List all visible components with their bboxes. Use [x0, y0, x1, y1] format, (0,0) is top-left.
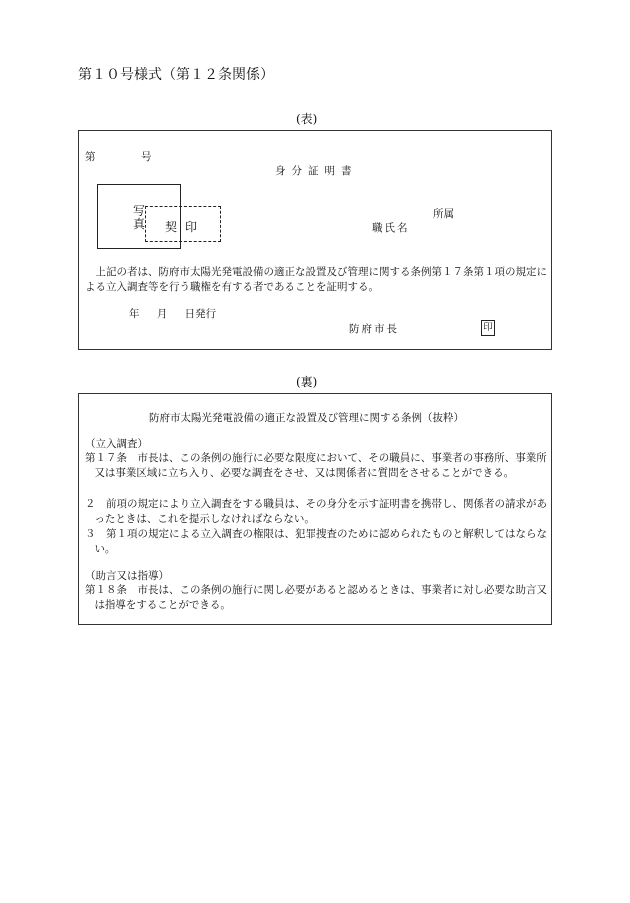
article-17-paragraph-3: ３ 第１項の規定による立入調査の権限は、犯罪捜査のために認められたものと解釈してはならない。 [85, 528, 547, 555]
tally-seal-label: 契印 [165, 220, 206, 234]
affiliation-label: 所属 [433, 208, 454, 220]
article-17-paragraph-2: ２ 前項の規定により立入調査をする職員は、その身分を示す証明書を携帯し、関係者の請求があったときは、これを提示しなければならない。 [85, 498, 547, 525]
id-card-front [78, 130, 552, 350]
section-heading: （助言又は指導） [85, 570, 169, 582]
article-18: 第１８条 市長は、この条例の施行に関し必要があると認めるときは、事業者に対し必要な助言又は指導をすることができる。 [85, 584, 547, 611]
issue-date: 年 月 日発行 [129, 308, 217, 320]
ordinance-title: 防府市太陽光発電設備の適正な設置及び管理に関する条例（抜粋） [149, 412, 464, 424]
form-title: 第１０号様式（第１２条関係） [78, 67, 274, 83]
photo-label: 写真 [132, 204, 145, 231]
article-17: 第１７条 市長は、この条例の施行に必要な限度において、その職員に、事業者の事務所、事業所又は事業区域に立ち入り、必要な調査をさせ、又は関係者に質問をさせることができる。 [85, 452, 547, 479]
certificate-title: 身分証明書 [275, 165, 358, 177]
serial-prefix: 第 [85, 151, 96, 163]
id-card-back [78, 393, 552, 625]
serial-suffix: 号 [141, 151, 152, 163]
seal-mark: 印 [481, 320, 495, 336]
back-side-label: (裏) [296, 375, 318, 389]
name-label: 職氏名 [372, 222, 410, 234]
section-heading: （立入調査） [85, 438, 148, 450]
mayor-title: 防府市長 [349, 323, 399, 335]
certification-text: 上記の者は、防府市太陽光発電設備の適正な設置及び管理に関する条例第１７条第１項の規定による立入調査等を行う職権を有する者であることを証明する。 [85, 266, 547, 293]
front-side-label: (表) [296, 112, 318, 126]
